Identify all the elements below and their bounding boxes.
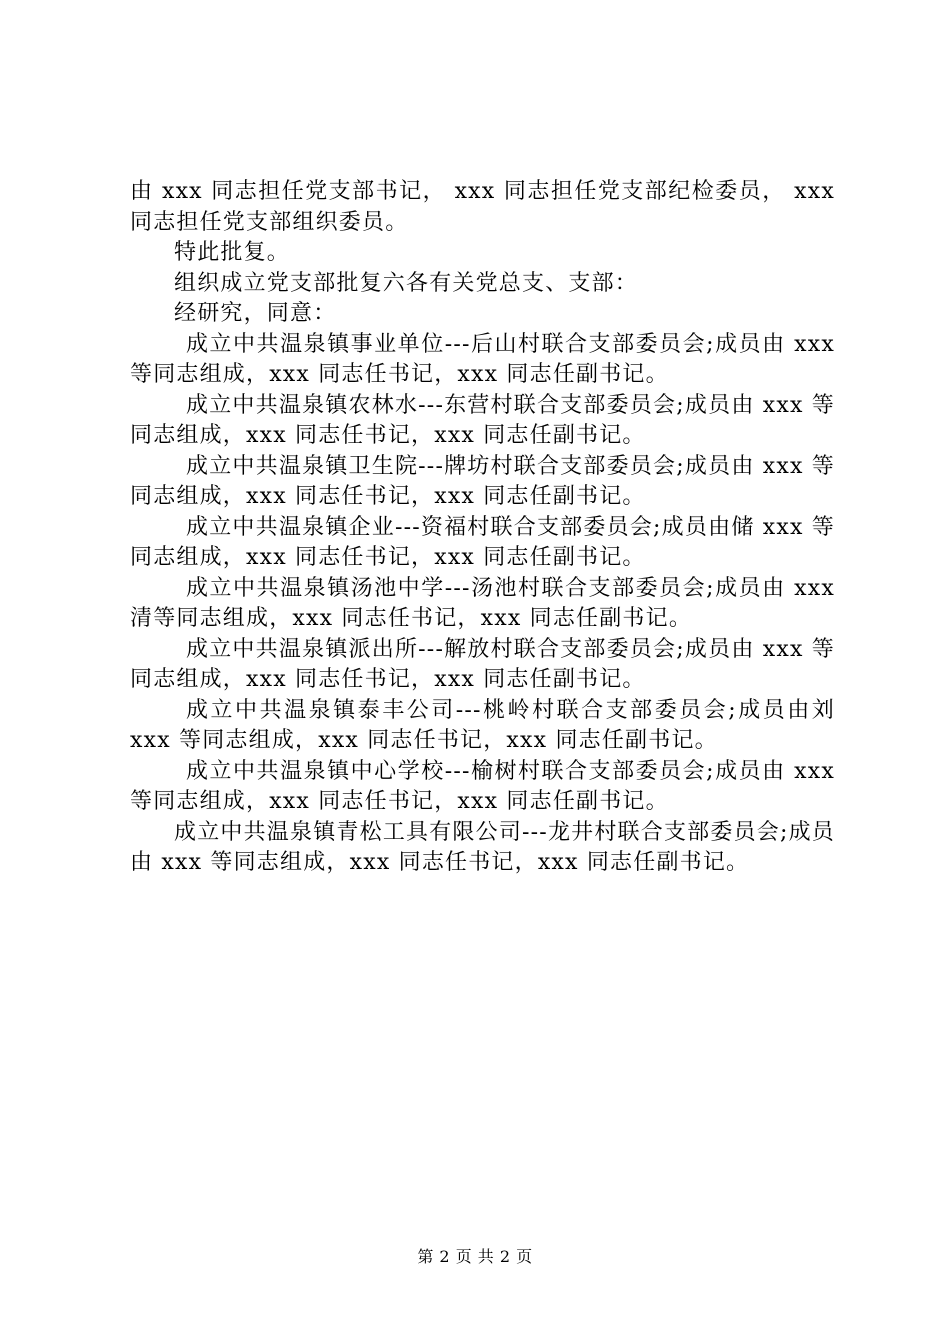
- paragraph-13: 成立中共温泉镇青松工具有限公司---龙井村联合支部委员会;成员由 xxx 等同志组成，xxx 同志任书记，xxx 同志任副书记。: [130, 819, 835, 875]
- paragraph-5: 成立中共温泉镇事业单位---后山村联合支部委员会;成员由 xxx 等同志组成，xxx 同志任书记，xxx 同志任副书记。: [130, 331, 835, 387]
- paragraph-6: 成立中共温泉镇农林水---东营村联合支部委员会;成员由 xxx 等同志组成，xxx 同志任书记，xxx 同志任副书记。: [130, 392, 835, 448]
- page-number: 第 2 页 共 2 页: [417, 1247, 533, 1266]
- paragraph-12: 成立中共温泉镇中心学校---榆树村联合支部委员会;成员由 xxx 等同志组成，xxx 同志任书记，xxx 同志任副书记。: [130, 758, 835, 814]
- paragraph-11: 成立中共温泉镇泰丰公司---桃岭村联合支部委员会;成员由刘 xxx 等同志组成，xxx 同志任书记，xxx 同志任副书记。: [130, 697, 835, 753]
- page-footer: [0, 1244, 950, 1267]
- paragraph-8: 成立中共温泉镇企业---资福村联合支部委员会;成员由储 xxx 等同志组成，xxx 同志任书记，xxx 同志任副书记。: [130, 514, 835, 570]
- paragraph-7: 成立中共温泉镇卫生院---牌坊村联合支部委员会;成员由 xxx 等同志组成，xxx 同志任书记，xxx 同志任副书记。: [130, 453, 835, 509]
- paragraph-1: 由 xxx 同志担任党支部书记， xxx 同志担任党支部纪检委员， xxx 同志担任党支部组织委员。: [130, 179, 835, 235]
- paragraph-3: 组织成立党支部批复六各有关党总支、支部：: [174, 270, 639, 296]
- document-body: [130, 177, 835, 879]
- paragraph-2: 特此批复。: [174, 240, 291, 265]
- paragraph-4: 经研究，同意：: [174, 301, 337, 326]
- paragraph-9: 成立中共温泉镇汤池中学---汤池村联合支部委员会;成员由 xxx 清等同志组成，xxx 同志任书记，xxx 同志任副书记。: [130, 575, 835, 631]
- paragraph-10: 成立中共温泉镇派出所---解放村联合支部委员会;成员由 xxx 等同志组成，xxx 同志任书记，xxx 同志任副书记。: [130, 636, 835, 692]
